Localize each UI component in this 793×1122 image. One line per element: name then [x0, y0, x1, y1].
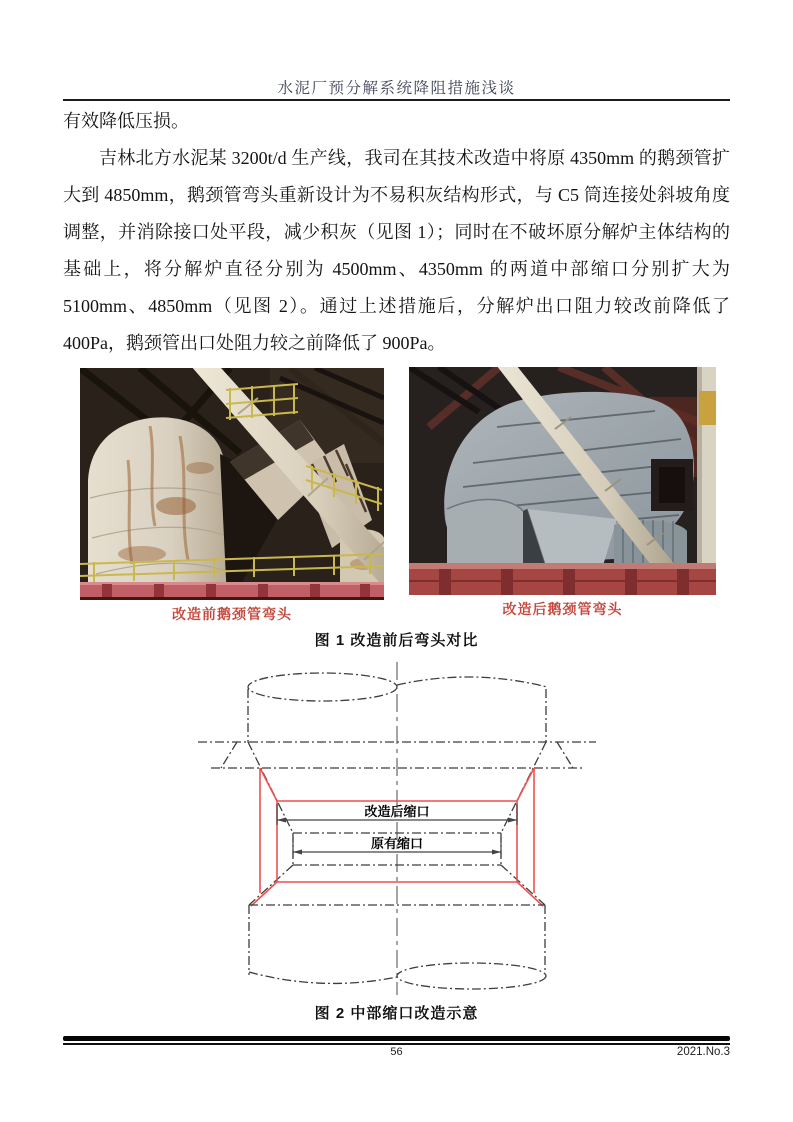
running-header-title: 水泥厂预分解系统降阻措施浅谈 — [277, 80, 516, 97]
page-number: 56 — [390, 1046, 403, 1058]
photo-caption-after: 改造后鹅颈管弯头 — [502, 603, 623, 618]
issue-label: 2021.No.3 — [676, 1046, 730, 1058]
paragraph: 吉林北方水泥某 3200t/d 生产线，我司在其技术改造中将原 4350mm 的鹅颈管扩大到 4850mm，鹅颈管弯头重新设计为不易积灰结构形式，与 C5 筒连接处斜坡角度调整，并消除接口处平段，减少积灰（见图 1）；同时在不破坏原分解炉主体结构的基础上，将分解炉直径分别为 4500mm、4350mm 的两道中部缩口分别扩大为 5100mm、4850mm（见图 2）。通过上述措施后，分解炉出口阻力较改前降低了 400Pa，鹅颈管出口处阻力较之前降低了 900Pa。 — [63, 148, 730, 353]
figure2-caption: 图 2 中部缩口改造示意 — [314, 1005, 479, 1022]
figure2-constriction-diagram — [63, 662, 730, 1014]
footer-thin-rule — [63, 1043, 730, 1045]
header-rule — [63, 99, 730, 101]
body-text — [63, 103, 730, 362]
photo-caption-before: 改造前鹅颈管弯头 — [172, 608, 292, 623]
diagram-label-modified-constriction: 改造后缩口 — [364, 804, 430, 819]
diagram-label-original-constriction: 原有缩口 — [370, 836, 424, 851]
figure1-caption: 图 1 改造前后弯头对比 — [314, 632, 479, 649]
footer-thick-rule — [63, 1036, 730, 1041]
photo-before-modification — [80, 368, 384, 600]
photo-after-illustration — [409, 367, 716, 595]
paragraph: 有效降低压损。 — [63, 111, 189, 131]
constriction-diagram-drawing — [63, 662, 730, 1014]
photo-after-modification — [409, 367, 716, 595]
photo-before-illustration — [80, 368, 384, 600]
